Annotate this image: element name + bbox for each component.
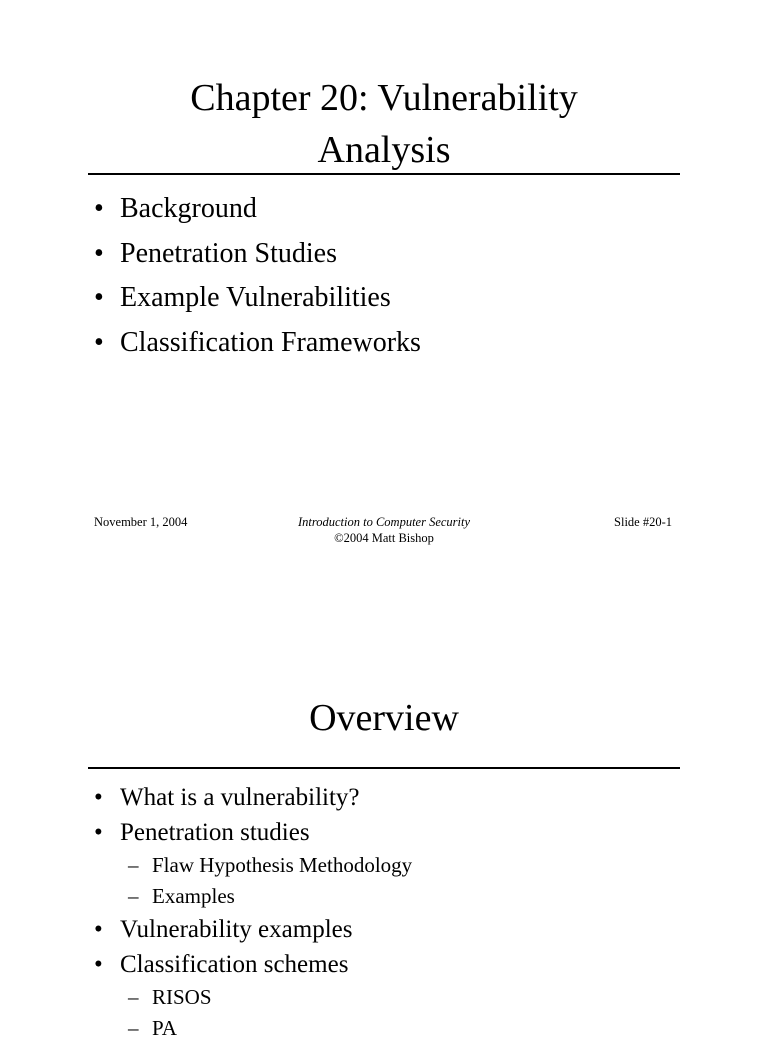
footer-center — [94, 514, 674, 546]
slide-overview — [0, 580, 768, 1040]
footer-date: November 1, 2004 — [94, 515, 188, 529]
title-line-1: Chapter 20: Vulnerability — [190, 77, 578, 119]
title-divider — [88, 173, 680, 175]
bullet-list — [94, 187, 421, 365]
sub-bullet-item: – PA — [94, 1013, 412, 1044]
title-line-2: Analysis — [317, 129, 451, 171]
bullet-item: • Vulnerability examples — [94, 912, 412, 947]
bullet-item: • Classification schemes — [94, 947, 412, 982]
bullet-item: • Penetration studies — [94, 815, 412, 850]
footer-book-title: Introduction to Computer Security — [297, 515, 471, 529]
slide-title — [88, 72, 680, 176]
title-divider — [88, 767, 680, 769]
footer-slide-number: Slide #20-1 — [614, 515, 672, 529]
slide-title: Overview — [309, 697, 459, 739]
sub-bullet-item: – RISOS — [94, 982, 412, 1013]
bullet-item: • What is a vulnerability? — [94, 780, 412, 815]
bullet-item: • Classification Frameworks — [94, 321, 421, 366]
bullet-item: • Example Vulnerabilities — [94, 276, 421, 321]
bullet-list — [94, 780, 412, 1044]
bullet-item: • Penetration Studies — [94, 232, 421, 277]
sub-bullet-item: – Flaw Hypothesis Methodology — [94, 850, 412, 881]
sub-bullet-item: – Examples — [94, 881, 412, 912]
footer-copyright: ©2004 Matt Bishop — [334, 531, 434, 545]
bullet-item: • Background — [94, 187, 421, 232]
